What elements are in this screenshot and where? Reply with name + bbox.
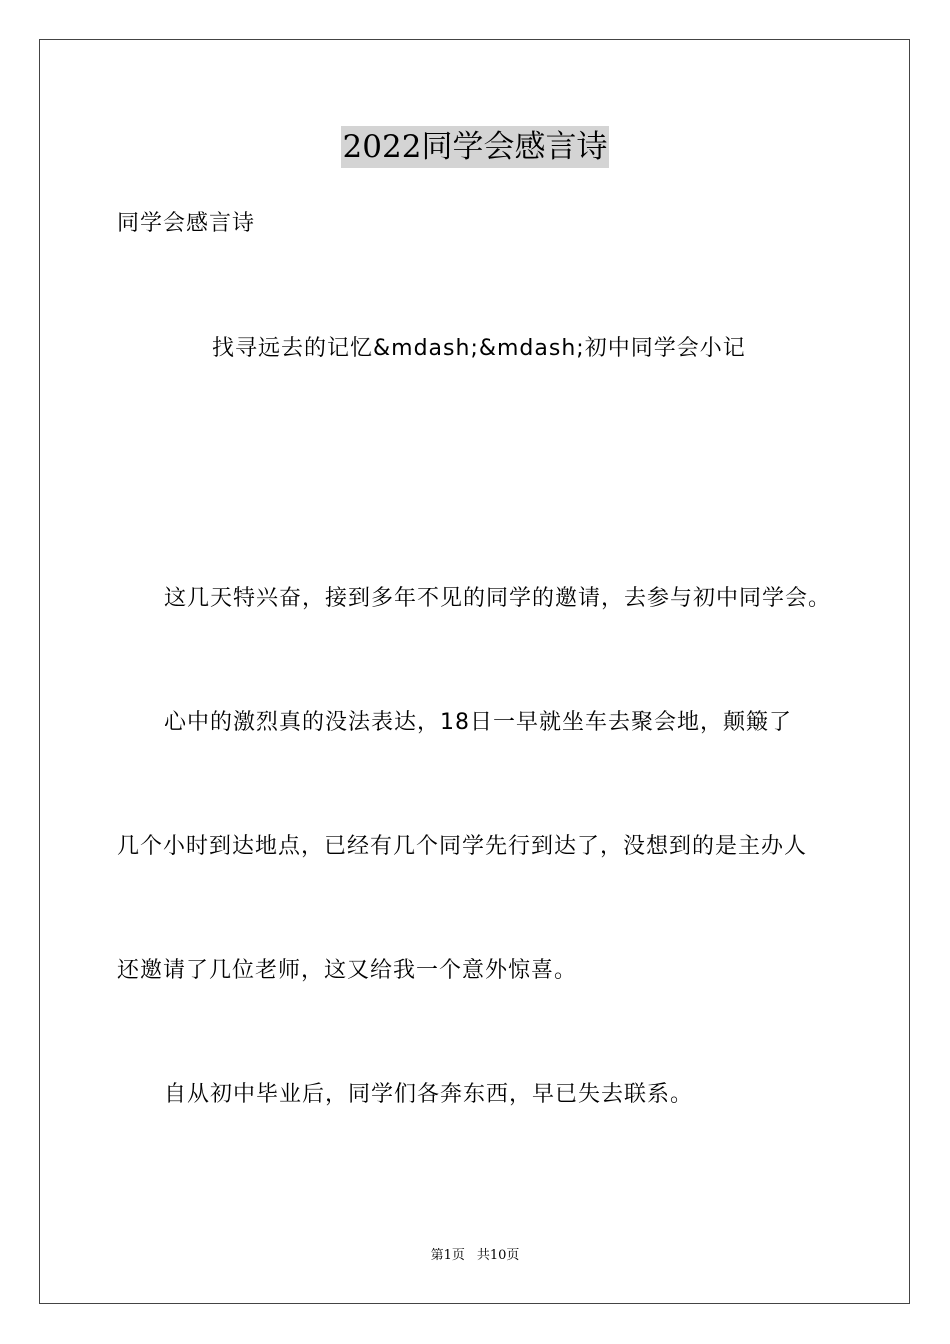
page-footer [0,1247,950,1265]
page-number: 第1页 [430,1248,465,1263]
paragraph-line-5: 自从初中毕业后，同学们各奔东西，早已失去联系。 [164,1082,694,1107]
document-title: 2022同学会感言诗 [341,126,610,168]
title-container [0,126,950,168]
paragraph-line-4: 还邀请了几位老师，这又给我一个意外惊喜。 [117,958,578,983]
paragraph-line-1: 这几天特兴奋，接到多年不见的同学的邀请，去参与初中同学会。 [164,586,832,611]
subtitle: 同学会感言诗 [117,211,256,236]
paragraph-line-3: 几个小时到达地点，已经有几个同学先行到达了，没想到的是主办人 [117,834,808,859]
paragraph-line-2: 心中的激烈真的没法表达，18日一早就坐车去聚会地，颠簸了 [164,710,792,735]
page-total: 共10页 [476,1248,520,1263]
section-heading: 找寻远去的记忆&mdash;&mdash;初中同学会小记 [212,336,746,361]
